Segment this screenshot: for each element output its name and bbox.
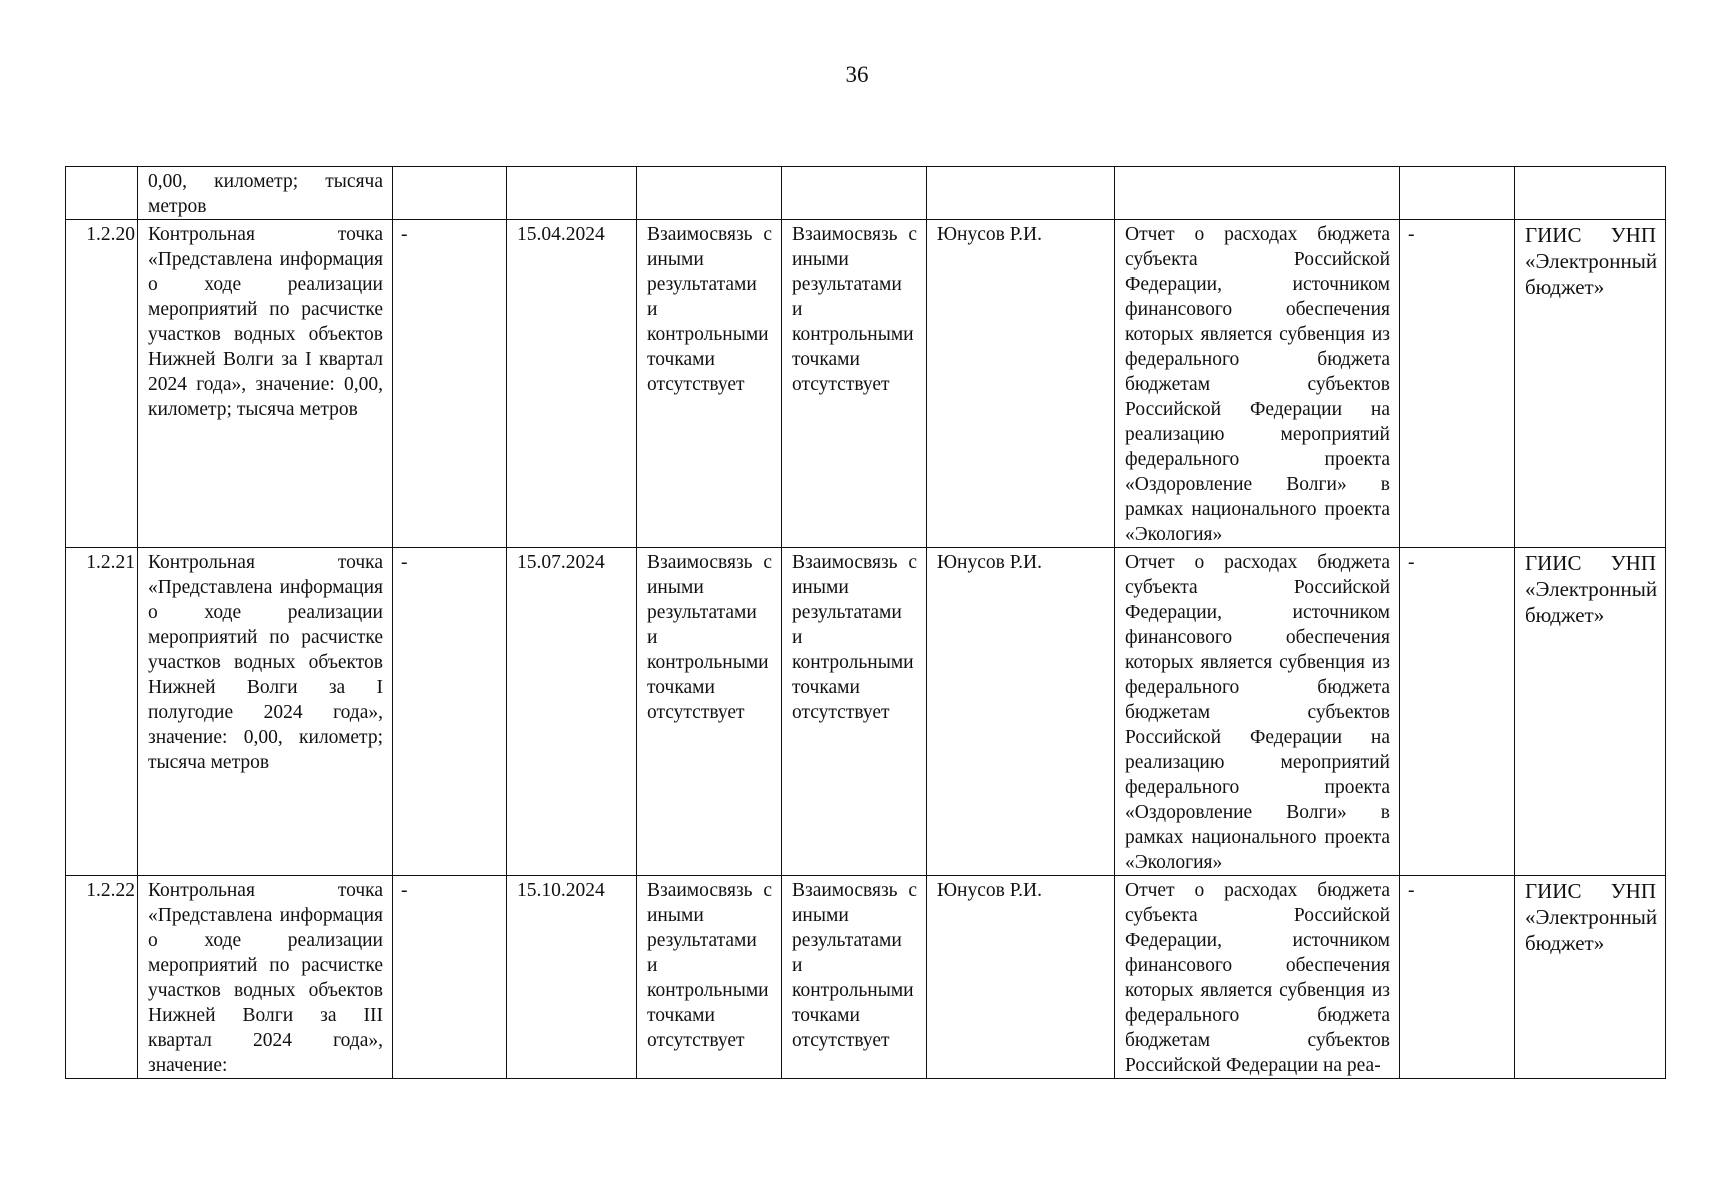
next-link: Взаимосвязь с иными результатами и контрольными точками отсутствует <box>782 548 927 876</box>
base-value: - <box>393 548 507 876</box>
table-row <box>66 876 1666 1079</box>
next-link: Взаимосвязь с иными результатами и контрольными точками отсутствует <box>782 220 927 548</box>
row-number: 1.2.21 <box>66 548 138 876</box>
info-source: - <box>1400 220 1515 548</box>
control-points-table <box>65 166 1666 1079</box>
previous-link: Взаимосвязь с иными результатами и контрольными точками отсутствует <box>637 548 782 876</box>
row-number <box>66 167 138 220</box>
previous-link: Взаимосвязь с иными результатами и контрольными точками отсутствует <box>637 876 782 1079</box>
page-number: 36 <box>845 62 869 87</box>
table-row <box>66 167 1666 220</box>
info-source: - <box>1400 548 1515 876</box>
row-number: 1.2.20 <box>66 220 138 548</box>
responsible-person: Юнусов Р.И. <box>927 220 1115 548</box>
information-system <box>1515 167 1666 220</box>
information-system: ГИИС УНП «Электронный бюджет» <box>1515 548 1666 876</box>
responsible-person <box>927 167 1115 220</box>
table-row <box>66 220 1666 548</box>
confirming-document: Отчет о расходах бюджета субъекта Российской Федерации, источником финансового обеспечения которых является субвенция из федерального бюджета бюджетам субъектов Российской Федерации на реализацию мероприятий федерального проекта «Оздоровление Волги» в рамках национального проекта «Экология» <box>1115 548 1400 876</box>
confirming-document <box>1115 167 1400 220</box>
row-number: 1.2.22 <box>66 876 138 1079</box>
previous-link: Взаимосвязь с иными результатами и контрольными точками отсутствует <box>637 220 782 548</box>
info-source <box>1400 167 1515 220</box>
responsible-person: Юнусов Р.И. <box>927 876 1115 1079</box>
control-point-name: Контрольная точка «Представлена информация о ходе реализации мероприятий по расчистке участков водных объектов Нижней Волги за I полугодие 2024 года», значение: 0,00, километр; тысяча метров <box>138 548 393 876</box>
next-link <box>782 167 927 220</box>
confirming-document: Отчет о расходах бюджета субъекта Российской Федерации, источником финансового обеспечения которых является субвенция из федерального бюджета бюджетам субъектов Российской Федерации на реализацию мероприятий федерального проекта «Оздоровление Волги» в рамках национального проекта «Экология» <box>1115 220 1400 548</box>
responsible-person: Юнусов Р.И. <box>927 548 1115 876</box>
control-point-name: Контрольная точка «Представлена информация о ходе реализации мероприятий по расчистке участков водных объектов Нижней Волги за I квартал 2024 года», значение: 0,00, километр; тысяча метров <box>138 220 393 548</box>
due-date <box>507 167 637 220</box>
base-value: - <box>393 876 507 1079</box>
due-date: 15.04.2024 <box>507 220 637 548</box>
previous-link <box>637 167 782 220</box>
control-point-name: 0,00, километр; тысяча метров <box>138 167 393 220</box>
information-system: ГИИС УНП «Электронный бюджет» <box>1515 220 1666 548</box>
table-row <box>66 548 1666 876</box>
due-date: 15.10.2024 <box>507 876 637 1079</box>
confirming-document: Отчет о расходах бюджета субъекта Российской Федерации, источником финансового обеспечения которых является субвенция из федерального бюджета бюджетам субъектов Российской Федерации на реа- <box>1115 876 1400 1079</box>
next-link: Взаимосвязь с иными результатами и контрольными точками отсутствует <box>782 876 927 1079</box>
info-source: - <box>1400 876 1515 1079</box>
information-system: ГИИС УНП «Электронный бюджет» <box>1515 876 1666 1079</box>
base-value: - <box>393 220 507 548</box>
base-value <box>393 167 507 220</box>
due-date: 15.07.2024 <box>507 548 637 876</box>
control-point-name: Контрольная точка «Представлена информация о ходе реализации мероприятий по расчистке участков водных объектов Нижней Волги за III квартал 2024 года», значение: <box>138 876 393 1079</box>
